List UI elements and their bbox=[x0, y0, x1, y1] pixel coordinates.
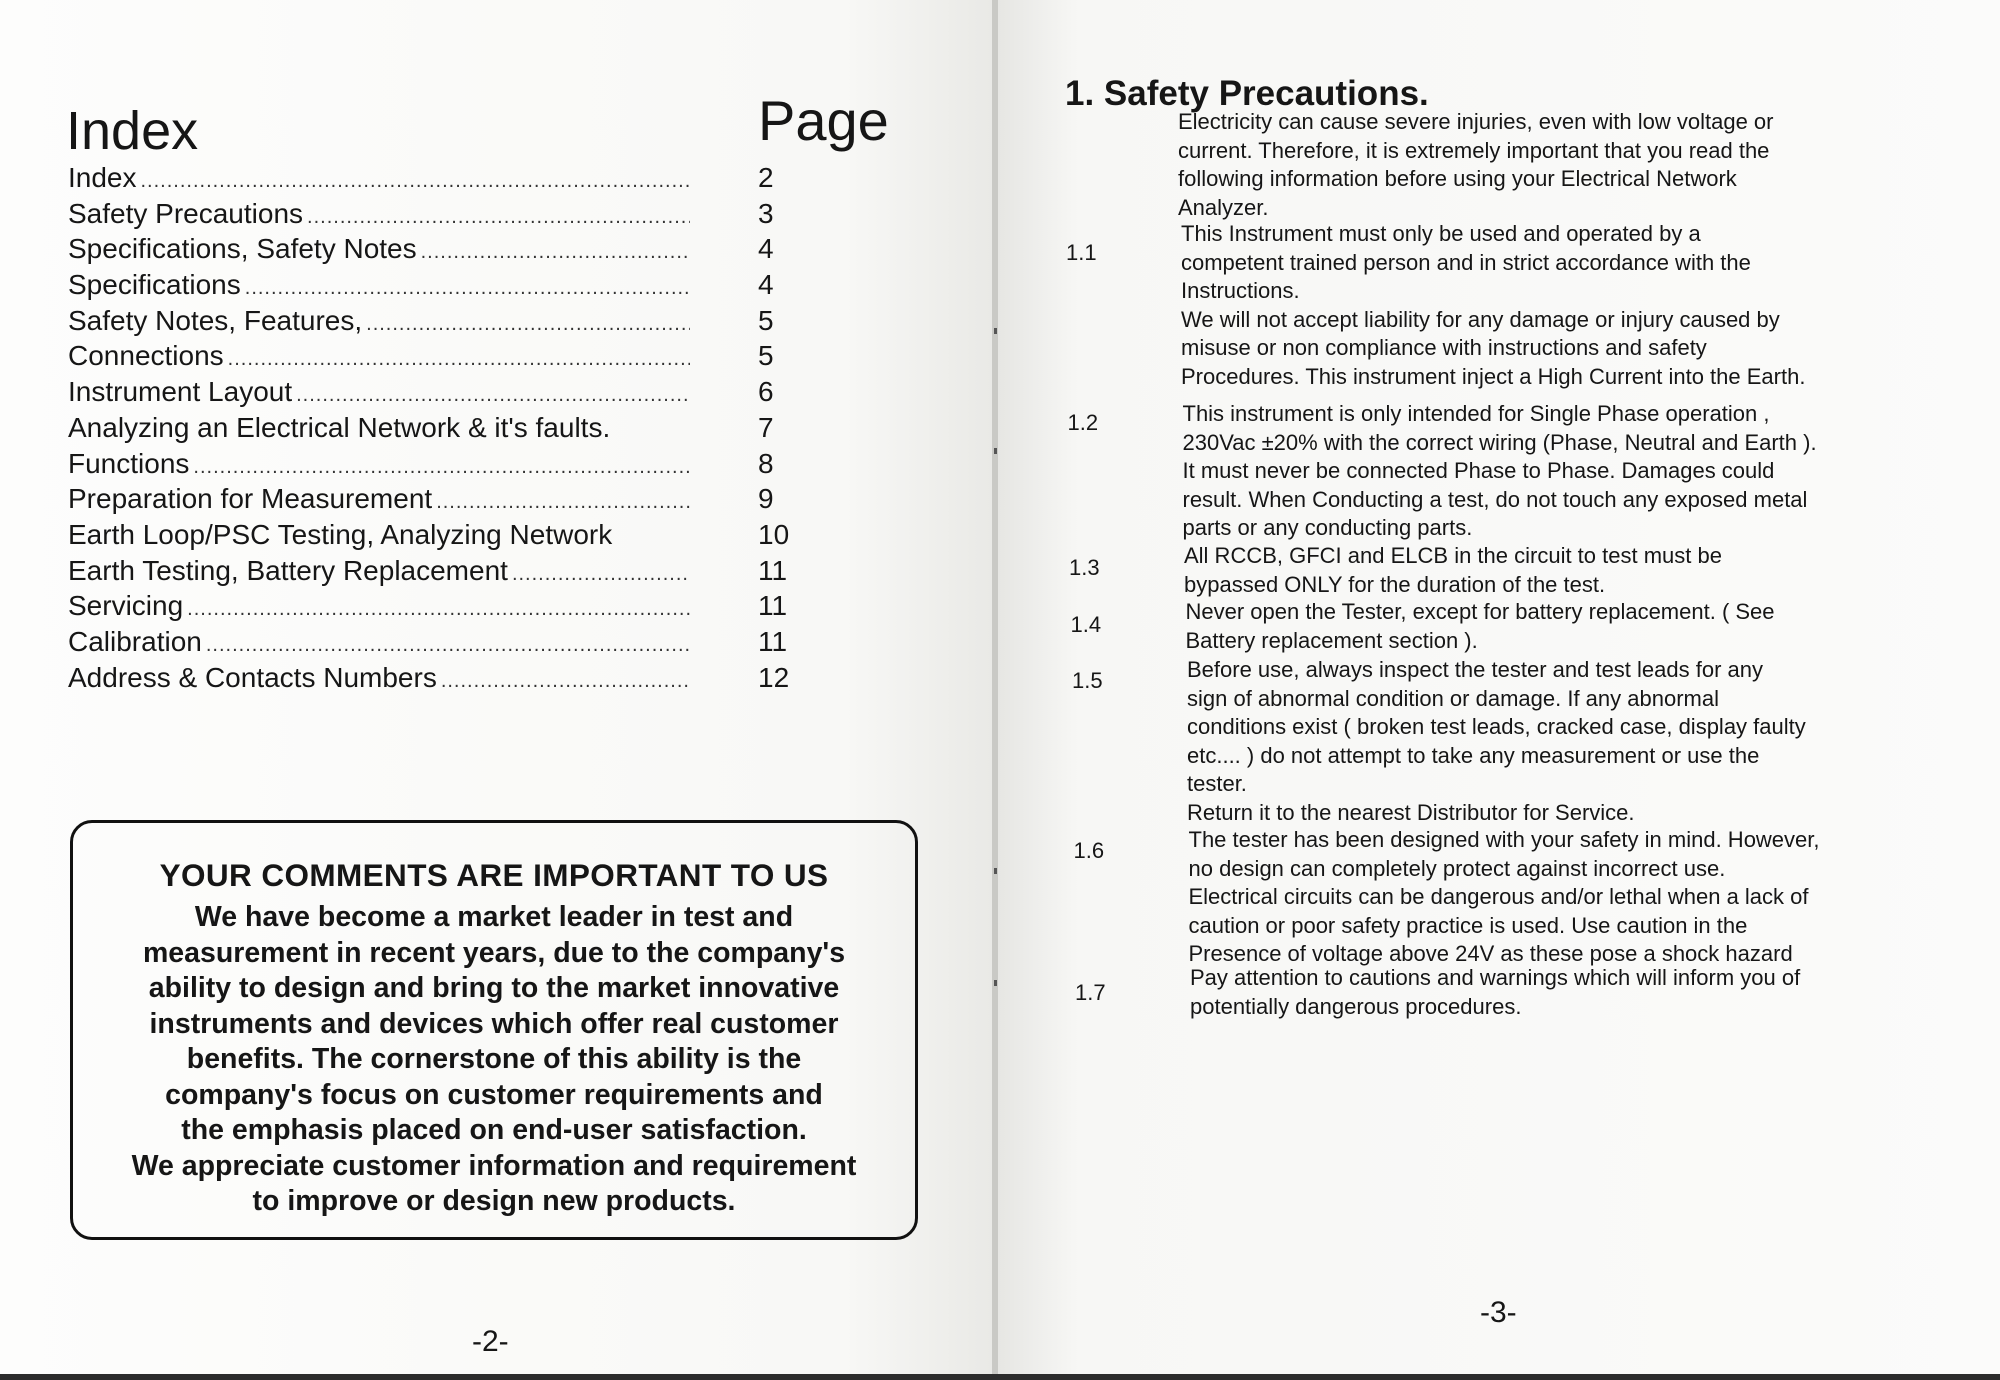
safety-item-line: no design can completely protect against incorrect use. bbox=[1188, 855, 1726, 881]
binding-mark bbox=[994, 328, 997, 334]
index-entry-page: 11 bbox=[758, 554, 788, 586]
safety-item-line: Instructions. bbox=[1181, 278, 1300, 304]
comments-line: to improve or design new products. bbox=[252, 1185, 736, 1217]
index-entry-page: 4 bbox=[758, 269, 774, 301]
safety-item-line: parts or any conducting parts. bbox=[1182, 515, 1473, 541]
safety-item-line: The tester has been designed with your safety in mind. However, bbox=[1188, 827, 1820, 852]
index-entry bbox=[68, 233, 818, 269]
safety-item-line: It must never be connected Phase to Phase. Damages could bbox=[1182, 458, 1775, 484]
index-entry bbox=[68, 412, 818, 448]
safety-item-line: potentially dangerous procedures. bbox=[1190, 993, 1522, 1019]
index-entry bbox=[68, 662, 818, 698]
safety-item-line: Electrical circuits can be dangerous and/or lethal when a lack of bbox=[1188, 884, 1809, 910]
index-entry-page: 5 bbox=[758, 304, 774, 336]
index-leader-dots bbox=[228, 348, 690, 371]
safety-item-number: 1.5 bbox=[1072, 668, 1103, 693]
comments-line: benefits. The cornerstone of this ability is the bbox=[186, 1043, 802, 1075]
comments-line: instruments and devices which offer real customer bbox=[149, 1007, 839, 1040]
safety-intro-line: following information before using your Electrical Network bbox=[1178, 166, 1737, 192]
safety-item-line: competent trained person and in strict accordance with the bbox=[1181, 249, 1751, 275]
safety-item-number: 1.6 bbox=[1073, 838, 1105, 863]
index-entry-page: 11 bbox=[758, 590, 788, 622]
index-entry bbox=[68, 448, 818, 484]
index-entry bbox=[68, 483, 818, 519]
index-entry bbox=[68, 590, 818, 626]
index-leader-dots bbox=[441, 670, 690, 693]
index-leader-dots bbox=[245, 277, 690, 300]
index-entry-label: Address & Contacts Numbers bbox=[68, 661, 437, 693]
safety-item-number: 1.3 bbox=[1069, 555, 1100, 580]
safety-title: 1. Safety Precautions. bbox=[1065, 74, 1429, 113]
index-list bbox=[68, 162, 818, 697]
safety-intro-line: Analyzer. bbox=[1178, 194, 1269, 220]
safety-item-line: All RCCB, GFCI and ELCB in the circuit to test must be bbox=[1184, 543, 1722, 568]
index-entry-label: Earth Testing, Battery Replacement bbox=[68, 554, 508, 586]
safety-item-line: etc.... ) do not attempt to take any measurement or use the bbox=[1187, 742, 1760, 768]
comments-line: the emphasis placed on end-user satisfaction. bbox=[181, 1114, 807, 1146]
index-entry bbox=[68, 555, 818, 591]
index-entry-label: Preparation for Measurement bbox=[68, 483, 433, 515]
index-leader-dots bbox=[512, 563, 690, 586]
safety-item-text bbox=[1187, 656, 1917, 828]
safety-item-line: Battery replacement section ). bbox=[1185, 627, 1478, 653]
index-leader-dots bbox=[296, 384, 690, 407]
safety-item-line: Return it to the nearest Distributor for Service. bbox=[1187, 799, 1635, 825]
safety-item-number: 1.4 bbox=[1070, 612, 1102, 637]
safety-item-line: This Instrument must only be used and operated by a bbox=[1181, 221, 1701, 246]
index-entry-page: 7 bbox=[758, 411, 774, 443]
index-entry-label: Instrument Layout bbox=[68, 376, 293, 408]
safety-item-line: Never open the Tester, except for battery replacement. ( See bbox=[1185, 599, 1775, 624]
binding-mark bbox=[994, 448, 997, 454]
index-entry bbox=[68, 376, 818, 412]
comments-line: measurement in recent years, due to the company's bbox=[142, 936, 846, 969]
safety-item-line: tester. bbox=[1187, 771, 1247, 797]
safety-item-text bbox=[1186, 598, 1916, 655]
comments-line: We have become a market leader in test and bbox=[194, 901, 794, 933]
safety-item-line: caution or poor safety practice is used. Use caution in the bbox=[1188, 912, 1748, 938]
index-leader-dots bbox=[307, 206, 690, 229]
page-bottom-edge bbox=[0, 1374, 2000, 1380]
page-number-left: -2- bbox=[472, 1325, 509, 1358]
index-entry-label: Servicing bbox=[68, 590, 184, 622]
index-entry-label: Index bbox=[68, 162, 137, 193]
index-leader-dots bbox=[421, 241, 690, 264]
safety-item-line: This instrument is only intended for Single Phase operation , bbox=[1182, 401, 1770, 426]
binding-mark bbox=[994, 868, 997, 874]
safety-item-text bbox=[1190, 964, 1920, 1021]
safety-item-line: conditions exist ( broken test leads, cracked case, display faulty bbox=[1187, 714, 1806, 740]
safety-item-line: sign of abnormal condition or damage. If any abnormal bbox=[1187, 685, 1719, 711]
index-entry bbox=[68, 269, 818, 305]
safety-item-line: We will not accept liability for any damage or injury caused by bbox=[1181, 306, 1780, 332]
index-entry-page: 9 bbox=[758, 483, 774, 515]
safety-item-number: 1.7 bbox=[1075, 980, 1106, 1005]
comments-line: ability to design and bring to the market innovative bbox=[148, 972, 840, 1004]
comments-box bbox=[70, 820, 918, 1240]
index-entry-page: 6 bbox=[758, 376, 774, 408]
binding-mark bbox=[994, 980, 997, 986]
comments-line: We appreciate customer information and requirement bbox=[131, 1149, 857, 1182]
index-entry-page: 8 bbox=[758, 447, 774, 479]
index-leader-dots bbox=[141, 170, 691, 193]
index-leader-dots bbox=[193, 456, 690, 479]
index-entry-label: Specifications, Safety Notes bbox=[68, 233, 417, 265]
safety-item-line: Before use, always inspect the tester and test leads for any bbox=[1187, 657, 1763, 682]
index-entry bbox=[68, 198, 818, 234]
safety-item-line: Procedures. This instrument inject a High Current into the Earth. bbox=[1181, 363, 1806, 389]
index-entry-page: 10 bbox=[758, 518, 790, 550]
safety-item-line: Presence of voltage above 24V as these pose a shock hazard bbox=[1188, 941, 1793, 967]
index-entry-page: 11 bbox=[758, 625, 788, 657]
index-entry bbox=[68, 162, 818, 198]
safety-intro bbox=[1178, 108, 1898, 222]
safety-item-number: 1.2 bbox=[1067, 410, 1099, 435]
safety-intro-line: Electricity can cause severe injuries, even with low voltage or bbox=[1178, 109, 1774, 134]
index-entry-label: Functions bbox=[68, 447, 190, 479]
index-entry-label: Earth Loop/PSC Testing, Analyzing Network bbox=[68, 518, 613, 550]
safety-item-text bbox=[1181, 220, 1911, 392]
safety-item-line: bypassed ONLY for the duration of the test. bbox=[1184, 571, 1606, 597]
index-entry bbox=[68, 626, 818, 662]
comments-line: company's focus on customer requirements and bbox=[165, 1078, 823, 1111]
index-entry-page: 2 bbox=[758, 162, 774, 193]
safety-item-line: result. When Conducting a test, do not touch any exposed metal bbox=[1182, 486, 1808, 512]
safety-item-line: misuse or non compliance with instructions and safety bbox=[1181, 335, 1707, 361]
index-leader-dots bbox=[206, 634, 690, 657]
index-entry-label: Calibration bbox=[68, 625, 202, 657]
index-leader-dots bbox=[187, 598, 690, 621]
comments-body bbox=[73, 900, 915, 1220]
index-entry-label: Connections bbox=[68, 340, 224, 372]
index-entry-page: 4 bbox=[758, 233, 774, 265]
left-page bbox=[0, 0, 992, 1378]
index-entry-page: 3 bbox=[758, 197, 774, 229]
index-entry bbox=[68, 519, 818, 555]
index-entry-page: 12 bbox=[758, 661, 790, 693]
index-title: Index bbox=[66, 101, 199, 161]
safety-item-text bbox=[1189, 826, 1919, 969]
index-entry-label: Specifications bbox=[68, 269, 241, 301]
index-entry bbox=[68, 305, 818, 341]
index-leader-dots bbox=[436, 491, 690, 514]
safety-item-line: Pay attention to cautions and warnings which will inform you of bbox=[1190, 965, 1801, 990]
safety-item-text bbox=[1184, 542, 1914, 599]
safety-item-text bbox=[1183, 400, 1913, 543]
page-column-header: Page bbox=[758, 89, 889, 152]
index-entry-label: Safety Notes, Features, bbox=[68, 304, 363, 336]
index-entry-page: 5 bbox=[758, 340, 774, 372]
index-entry bbox=[68, 340, 818, 376]
index-entry-label: Analyzing an Electrical Network & it's faults. bbox=[68, 411, 611, 443]
index-entry-label: Safety Precautions bbox=[68, 197, 304, 229]
safety-item-line: 230Vac ±20% with the correct wiring (Phase, Neutral and Earth ). bbox=[1182, 429, 1817, 455]
safety-intro-line: current. Therefore, it is extremely important that you read the bbox=[1178, 137, 1770, 163]
comments-title: YOUR COMMENTS ARE IMPORTANT TO US bbox=[159, 857, 829, 893]
safety-item-number: 1.1 bbox=[1066, 240, 1097, 265]
page-number-right: -3- bbox=[1480, 1296, 1517, 1329]
index-leader-dots bbox=[366, 313, 690, 336]
